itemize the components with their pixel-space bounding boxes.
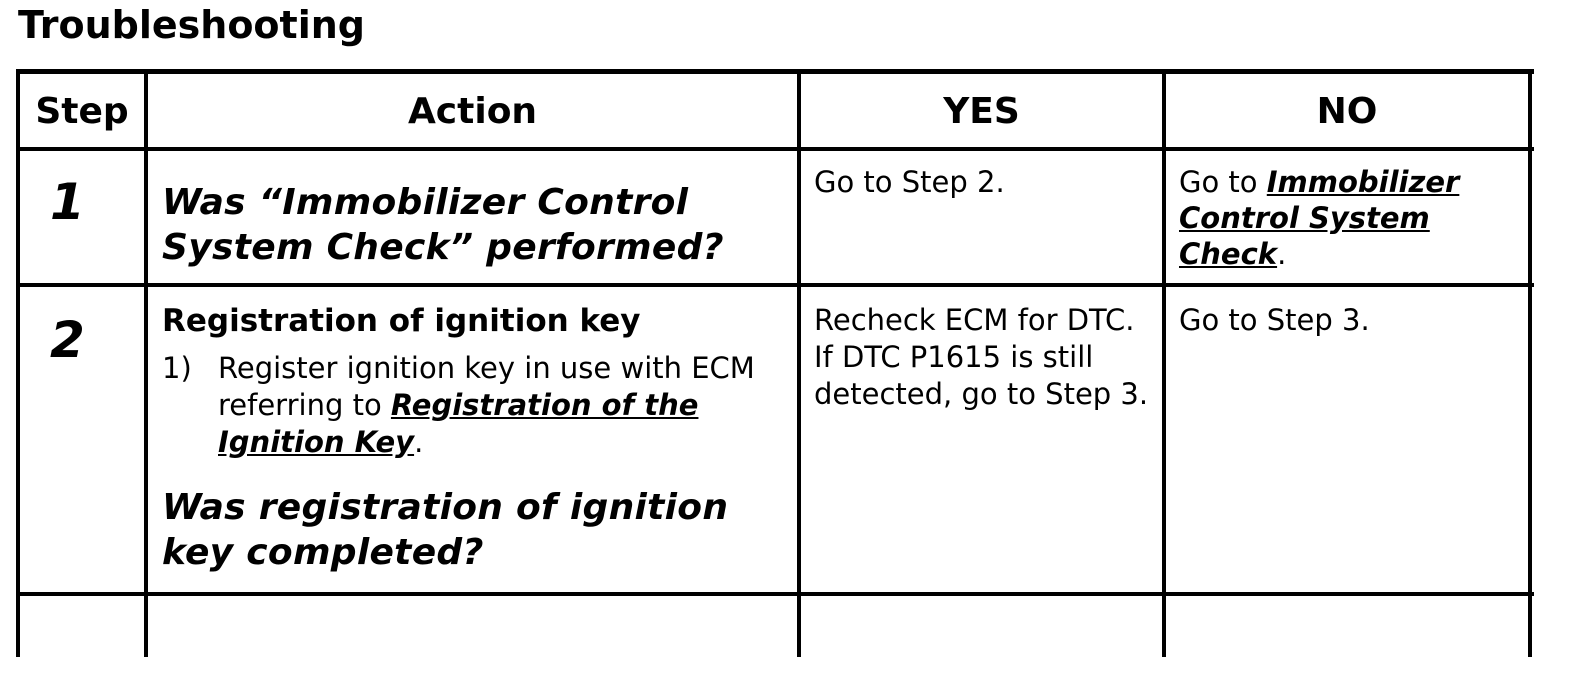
- header-step: Step: [35, 90, 129, 132]
- immobilizer-check-link[interactable]: Immobilizer Control System Check: [1179, 165, 1460, 271]
- header-yes: YES: [943, 90, 1020, 132]
- step-question: Was “Immobilizer Control System Check” performed?: [162, 182, 724, 268]
- list-item-body: Register ignition key in use with ECM referring to: [218, 351, 755, 422]
- table-border-right: [1528, 69, 1532, 657]
- step-title: Registration of ignition key: [162, 303, 641, 339]
- list-item-text: [218, 350, 787, 461]
- table-border-left: [16, 69, 20, 657]
- row-divider-1: [16, 283, 1534, 287]
- col-divider-step: [144, 69, 148, 657]
- row-divider-2: [16, 592, 1534, 596]
- col-divider-action: [797, 69, 801, 657]
- list-item-suffix: .: [414, 425, 424, 459]
- step-question: Was registration of ignition key completed?: [162, 487, 729, 573]
- yes-action: Recheck ECM for DTC. If DTC P1615 is still detected, go to Step 3.: [814, 303, 1149, 411]
- page-title: Troubleshooting: [18, 3, 365, 47]
- no-action: [1179, 164, 1489, 272]
- step-number: 1: [50, 173, 85, 231]
- no-action-suffix: .: [1277, 237, 1287, 271]
- yes-action: Go to Step 2.: [814, 165, 1005, 199]
- col-divider-yes: [1162, 69, 1166, 657]
- step-action: [162, 302, 787, 575]
- header-action: Action: [407, 90, 538, 132]
- header-no: NO: [1316, 90, 1378, 132]
- registration-link[interactable]: Registration of the Ignition Key: [218, 388, 699, 459]
- list-item-number: 1): [162, 351, 192, 385]
- list-item: [162, 350, 787, 461]
- no-action-prefix: Go to: [1179, 165, 1267, 199]
- step-number: 2: [50, 311, 85, 369]
- no-action: Go to Step 3.: [1179, 303, 1370, 337]
